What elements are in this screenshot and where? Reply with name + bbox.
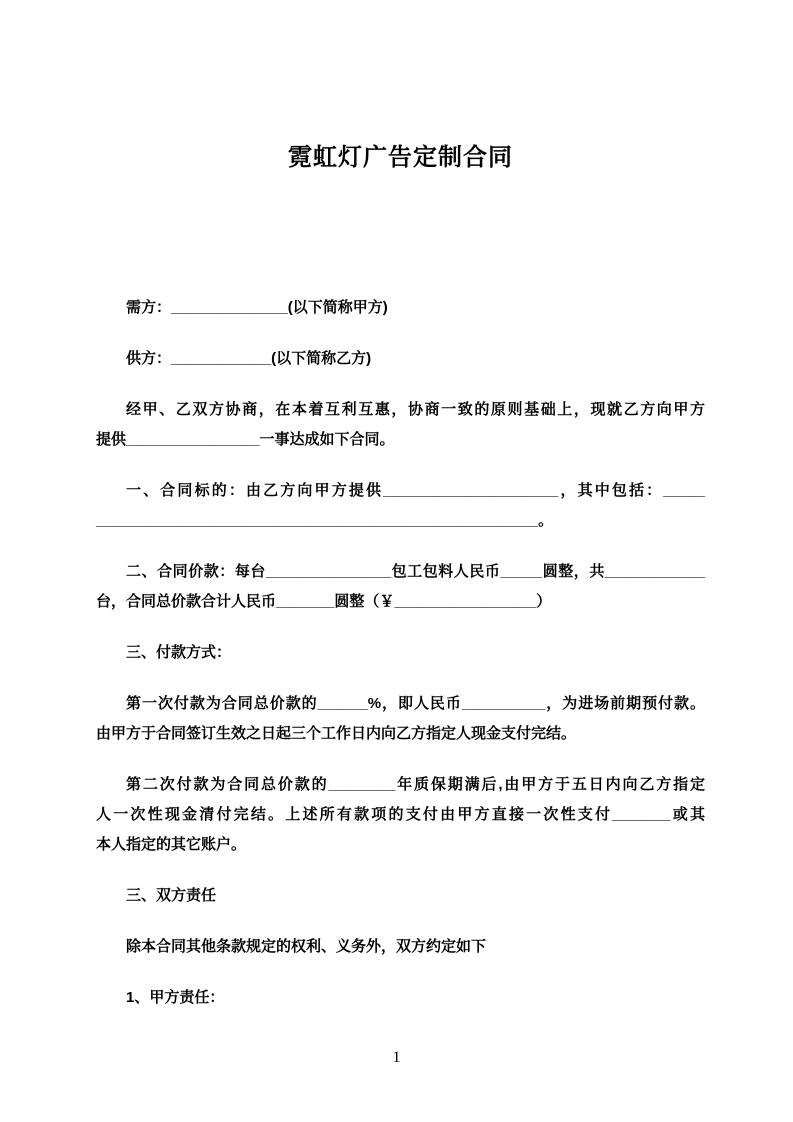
text-line: 第二次付款为合同总价款的________年质保期满后,由甲方于五日内向乙方指定: [126, 776, 705, 793]
preamble-paragraph: [96, 395, 705, 455]
text-line: 三、双方责任: [126, 887, 217, 904]
page-number: 1: [392, 1049, 401, 1066]
clause-3-responsibilities-heading: [96, 881, 705, 911]
text-line: 供方：____________(以下简称乙方): [126, 350, 372, 367]
text-line: 二、合同价款：每台_______________包工包料人民币_____圆整，共____________: [126, 563, 705, 580]
text-line: 一、合同标的：由乙方向甲方提供_____________________，其中包括：_____: [126, 482, 705, 499]
document-title: 霓虹灯广告定制合同: [288, 144, 513, 171]
text-line: 本人指定的其它账户。: [96, 836, 247, 853]
text-line: 三、付款方式：: [126, 644, 232, 661]
clause-2-price: [96, 557, 705, 617]
document-body: [96, 293, 705, 1013]
party-a-responsibility-heading: [96, 983, 705, 1013]
text-line: 提供________________一事达成如下合同。: [96, 431, 395, 448]
clause-3-payment-heading: [96, 638, 705, 668]
responsibilities-intro: [96, 932, 705, 962]
text-line: 经甲、乙双方协商，在本着互利互惠，协商一致的原则基础上，现就乙方向甲方: [126, 401, 705, 418]
text-line: 第一次付款为合同总价款的______%，即人民币__________，为进场前期预付款。: [126, 695, 705, 712]
party-supply-line: [96, 344, 705, 374]
text-line: 需方：______________(以下简称甲方): [126, 299, 388, 316]
payment-first-paragraph: [96, 689, 705, 749]
text-line: _____________________________________________________。: [96, 512, 554, 529]
text-line: 台，合同总价款合计人民币_______圆整（￥_________________）: [96, 593, 552, 610]
clause-1-subject: [96, 476, 705, 536]
payment-second-paragraph: [96, 770, 705, 860]
text-line: 人一次性现金清付完结。上述所有款项的支付由甲方直接一次性支付_______或其: [96, 806, 705, 823]
text-line: 1、甲方责任：: [126, 989, 225, 1006]
party-demand-line: [96, 293, 705, 323]
text-line: 由甲方于合同签订生效之日起三个工作日内向乙方指定人现金支付完结。: [96, 725, 577, 742]
text-line: 除本合同其他条款规定的权利、义务外，双方约定如下: [126, 938, 487, 955]
